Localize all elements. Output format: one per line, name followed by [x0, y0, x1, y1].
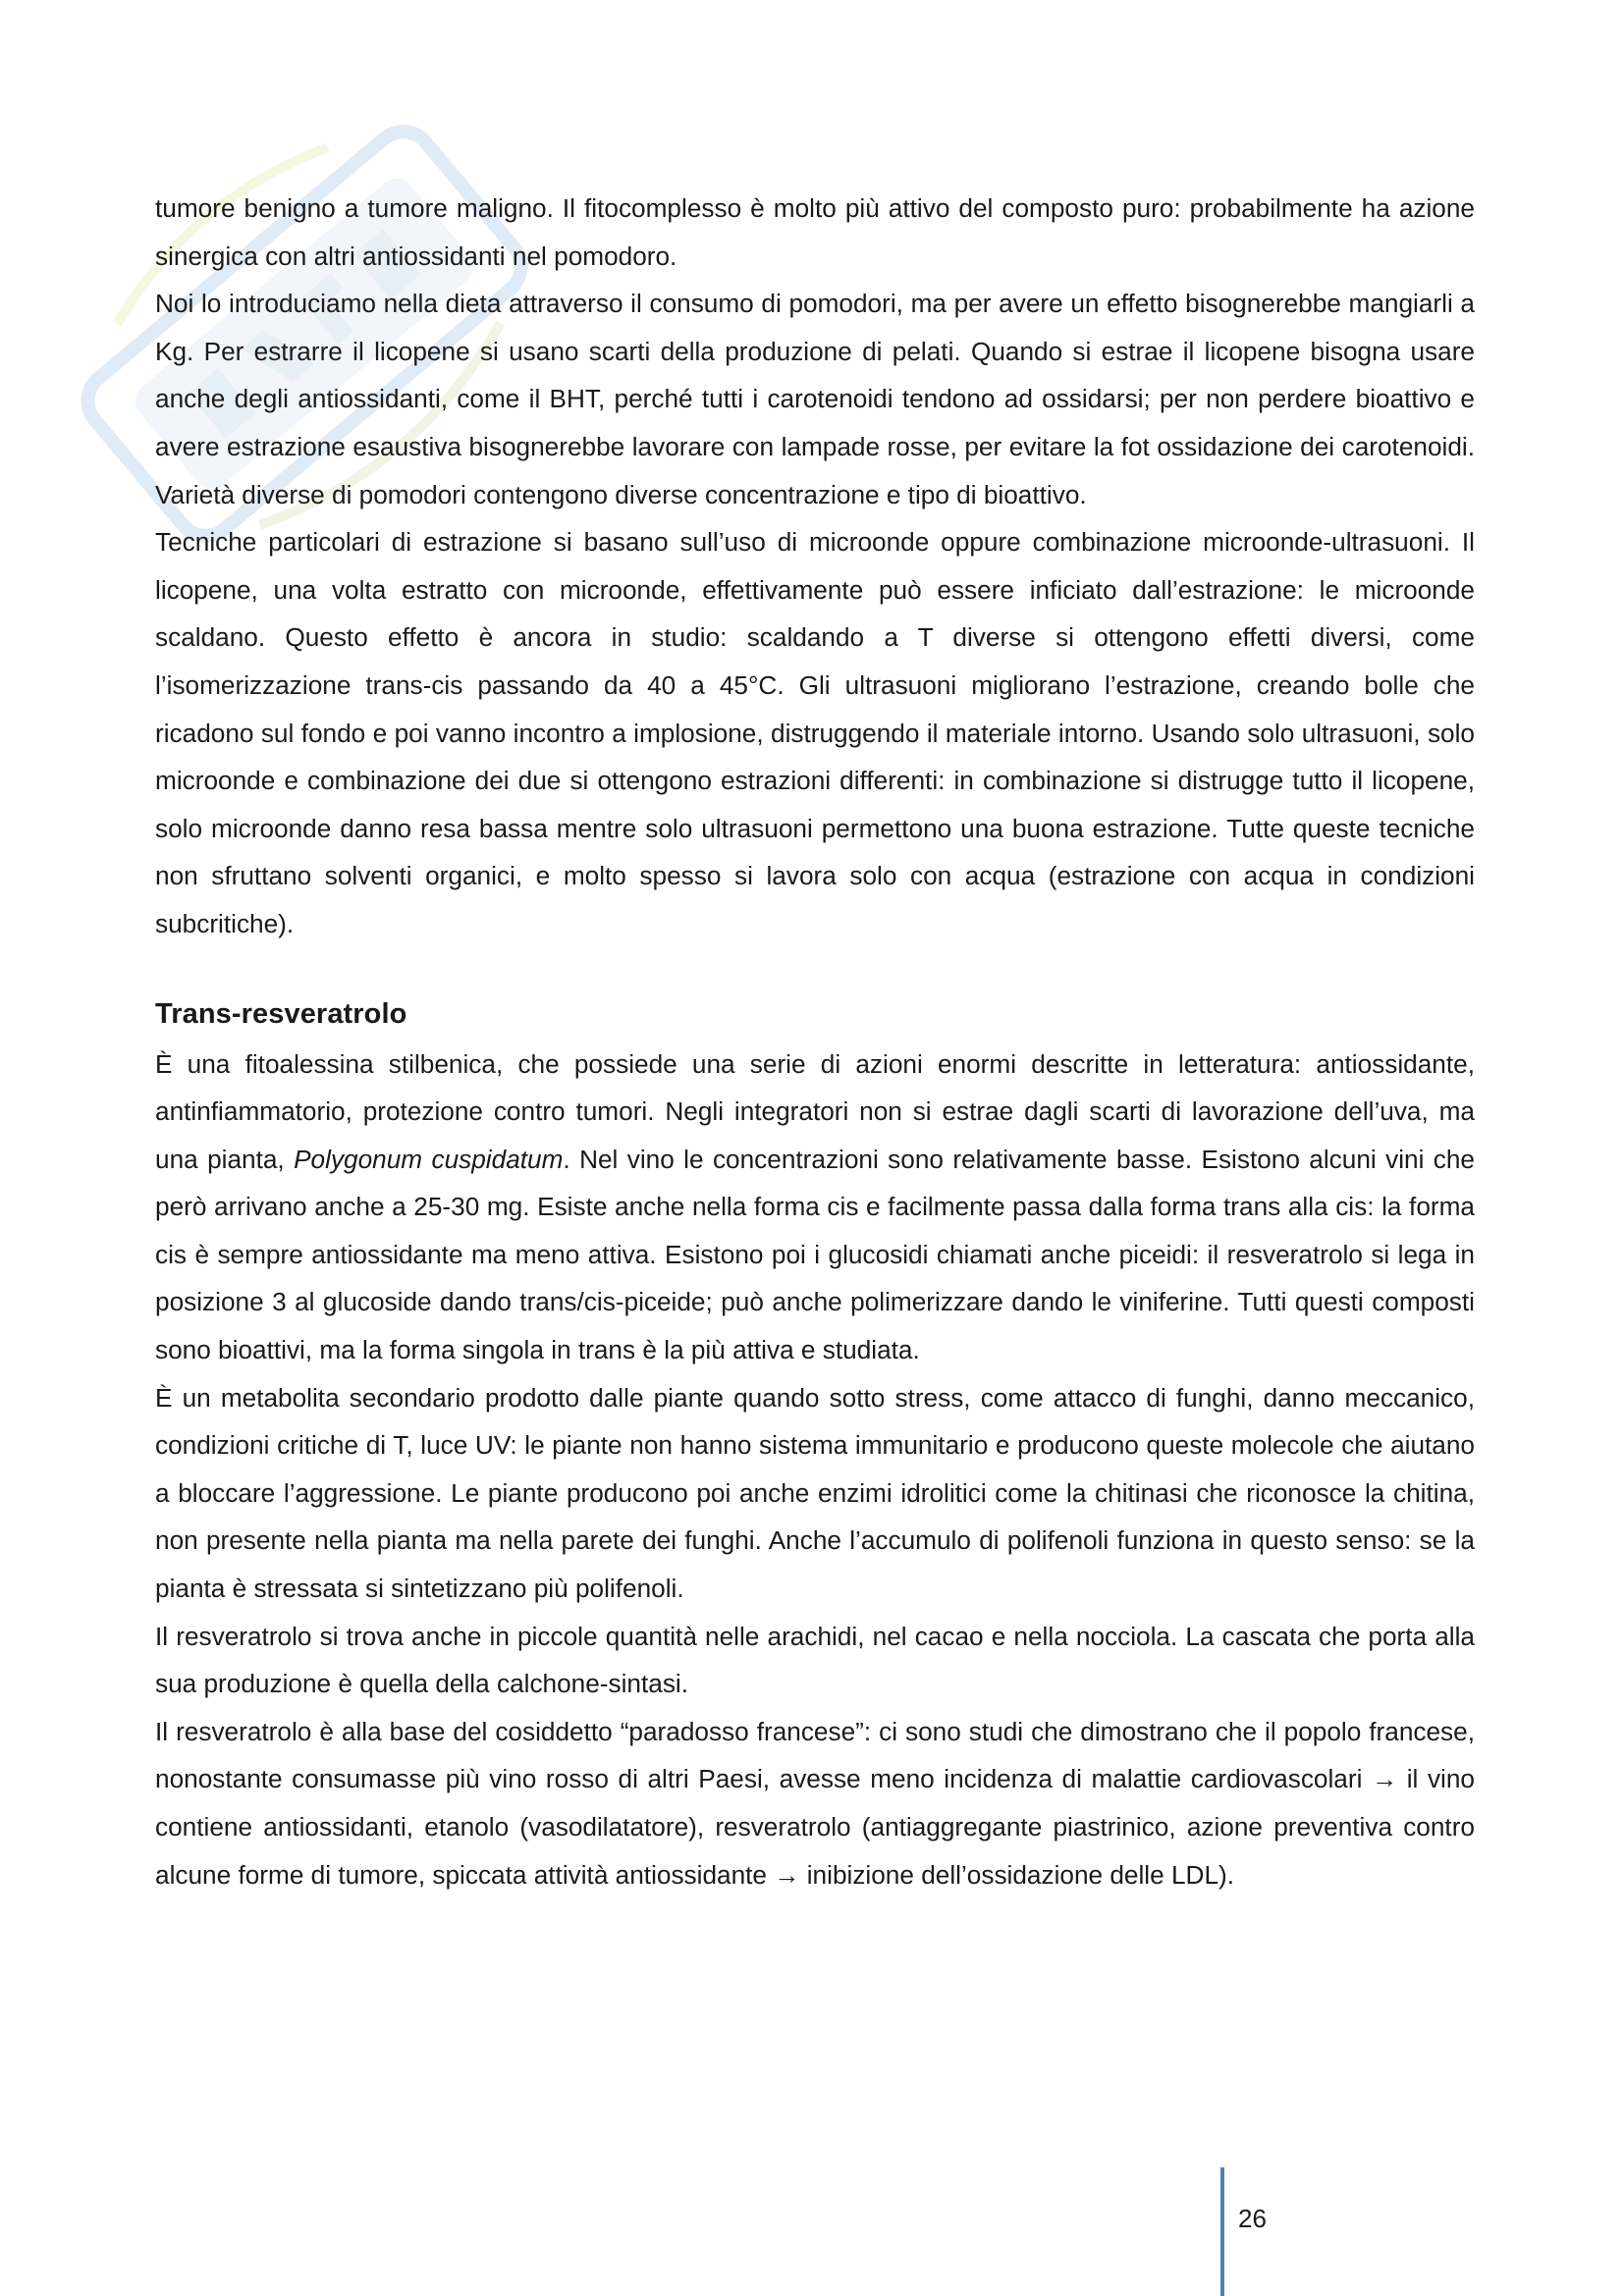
page-content [155, 185, 1475, 1898]
footer-divider [1220, 2167, 1224, 2296]
species-name: Polygonum cuspidatum [294, 1144, 564, 1174]
paragraph-licopene-1: tumore benigno a tumore maligno. Il fitocomplesso è molto più attivo del composto puro: probabilmente ha azione sinergica con altri antiossidanti nel pomodoro. [155, 193, 1475, 271]
paragraph-licopene-3: Tecniche particolari di estrazione si basano sull’uso di microonde oppure combinazione microonde-ultrasuoni. Il licopene, una volta estratto con microonde, effettivamente può essere inficiato dall’estrazione: le microonde scaldano. Questo effetto è ancora in studio: scaldando a T diverse si ottengono effetti diversi, come l’isomerizzazione trans-cis passando da 40 a 45°C. Gli ultrasuoni migliorano l’estrazione, creando bolle che ricadono sul fondo e poi vanno incontro a implosione, distruggendo il materiale intorno. Usando solo ultrasuoni, solo microonde e combinazione dei due si ottengono estrazioni differenti: in combinazione si distrugge tutto il licopene, solo microonde danno resa bassa mentre solo ultrasuoni permettono una buona estrazione. Tutte queste tecniche non sfruttano solventi organici, e molto spesso si lavora solo con acqua (estrazione con acqua in condizioni subcritiche). [155, 527, 1475, 938]
section-heading: Trans-resveratrolo [155, 997, 407, 1030]
paragraph-licopene-2: Noi lo introduciamo nella dieta attraverso il consumo di pomodori, ma per avere un effetto bisognerebbe mangiarli a Kg. Per estrarre il licopene si usano scarti della produzione di pelati. Quando si estrae il licopene bisogna usare anche degli antiossidanti, come il BHT, perché tutti i carotenoidi tendono ad ossidarsi; per non perdere bioattivo e avere estrazione esaustiva bisognerebbe lavorare con lampade rosse, per evitare la fot ossidazione dei carotenoidi. Varietà diverse di pomodori contengono diverse concentrazione e tipo di bioattivo. [155, 289, 1475, 509]
paragraph-resveratrolo-3: Il resveratrolo si trova anche in piccole quantità nelle arachidi, nel cacao e nella nocciola. La cascata che porta alla sua produzione è quella della calchone-sintasi. [155, 1621, 1475, 1699]
page-number: 26 [1238, 2204, 1267, 2233]
paragraph-resveratrolo-4: Il resveratrolo è alla base del cosiddetto “paradosso francese”: ci sono studi che dimostrano che il popolo francese, nonostante consumasse più vino rosso di altri Paesi, avesse meno incidenza di malattie cardiovascolari → il vino contiene antiossidanti, etanolo (vasodilatatore), resveratrolo (antiaggregante piastrinico, azione preventiva contro alcune forme di tumore, spiccata attività antiossidante → inibizione dell’ossidazione delle LDL). [155, 1716, 1475, 1890]
paragraph-resveratrolo-1 [155, 1041, 1475, 1374]
paragraph-resveratrolo-2: È un metabolita secondario prodotto dalle piante quando sotto stress, come attacco di funghi, danno meccanico, condizioni critiche di T, luce UV: le piante non hanno sistema immunitario e producono queste molecole che aiutano a bloccare l’aggressione. Le piante producono poi anche enzimi idrolitici come la chitinasi che riconosce la chitina, non presente nella pianta ma nella parete dei funghi. Anche l’accumulo di polifenoli funziona in questo senso: se la pianta è stressata si sintetizzano più polifenoli. [155, 1382, 1475, 1604]
paragraph-text: . Nel vino le concentrazioni sono relativamente basse. Esistono alcuni vini che però arrivano anche a 25-30 mg. Esiste anche nella forma cis e facilmente passa dalla forma trans alla cis: la forma cis è sempre antiossidante ma meno attiva. Esistono poi i glucosidi chiamati anche piceidi: il resveratrolo si lega in posizione 3 al glucoside dando trans/cis-piceide; può anche polimerizzare dando le viniferine. Tutti questi composti sono bioattivi, ma la forma singola in trans è la più attiva e studiata. [155, 1144, 1476, 1365]
paragraph-text: È una fitoalessina stilbenica, che possiede una serie di azioni enormi descritte in letteratura: antiossidante, antinfiammatorio, protezione contro tumori. Negli integratori non si estrae dagli scarti di lavorazione dell’uva, ma una pianta, [155, 1048, 1475, 1174]
